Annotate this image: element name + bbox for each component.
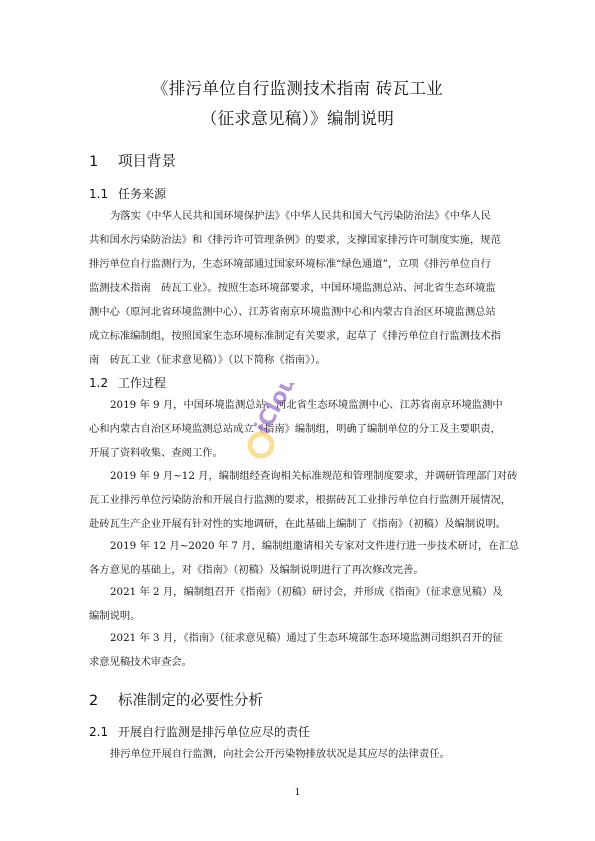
text-line: 测中心（原河北省环境监测中心）、江苏省南京环境监测中心和内蒙古自治区环境监测总站 bbox=[89, 306, 496, 318]
watermark-ring bbox=[250, 434, 272, 456]
text-line: 2021 年 3 月，《指南》（征求意见稿）通过了生态环境部生态环境监测司组织召开的征 bbox=[110, 632, 503, 644]
section-heading-2-1 bbox=[89, 723, 310, 740]
section-title: 工作过程 bbox=[118, 376, 167, 390]
section-number: 2 bbox=[89, 693, 99, 709]
paragraph-work-process-2 bbox=[89, 464, 518, 536]
section-number: 1.1 bbox=[89, 187, 109, 201]
section-title: 开展自行监测是排污单位应尽的责任 bbox=[118, 725, 311, 739]
paragraph-work-process-5 bbox=[89, 626, 513, 674]
section-number: 2.1 bbox=[89, 725, 109, 739]
text-line: 成立标准编制组，按照国家生态环境标准制定有关要求，起草了《排污单位自行监测技术指 bbox=[89, 330, 501, 342]
paragraph-responsibility bbox=[89, 742, 513, 766]
text-line: 监测技术指南 砖瓦工业》。按照生态环境部要求，中国环境监测总站、河北省生态环境监 bbox=[89, 282, 496, 294]
section-title: 标准制定的必要性分析 bbox=[118, 693, 263, 709]
text-line: 赴砖瓦生产企业开展有针对性的实地调研，在此基础上编制了《指南》（初稿）及编制说明。 bbox=[89, 518, 507, 530]
text-line: 2019 年 9 月，中国环境监测总站、河北省生态环境监测中心、江苏省南京环境监测中 bbox=[110, 399, 503, 411]
document-title-line-2: （征求意见稿）》编制说明 bbox=[200, 109, 395, 128]
text-line: 2019 年 9 月~12 月，编制组经查询相关标准规范和管理制度要求，并调研管理部门对砖 bbox=[110, 470, 518, 482]
section-number: 1.2 bbox=[89, 376, 109, 390]
section-title: 任务来源 bbox=[118, 187, 167, 201]
paragraph-work-process-4 bbox=[89, 580, 513, 628]
section-heading-1-2 bbox=[89, 374, 166, 391]
text-line: 南 砖瓦工业（征求意见稿）》（以下简称《指南》）。 bbox=[89, 354, 326, 366]
section-title: 项目背景 bbox=[118, 154, 176, 170]
text-line: 排污单位开展自行监测，向社会公开污染物排放状况是其应尽的法律责任。 bbox=[110, 748, 450, 760]
text-line: 排污单位自行监测行为，生态环境部通过国家环境标准“绿色通道”，立项《排污单位自行 bbox=[89, 258, 491, 270]
text-line: 共和国水污染防治法》和《排污许可管理条例》的要求，支撑国家排污许可制度实施，规范 bbox=[89, 234, 501, 246]
text-line: 2019 年 12 月~2020 年 7 月，编制组邀请相关专家对文件进行进一步技术研讨，在汇总 bbox=[110, 540, 520, 552]
icloud-watermark-logo bbox=[243, 383, 347, 463]
text-line: 开展了资料收集、查阅工作。 bbox=[89, 447, 223, 459]
section-heading-1-1 bbox=[89, 185, 166, 202]
paragraph-work-process-3 bbox=[89, 534, 520, 582]
paragraph-task-source bbox=[89, 204, 513, 372]
watermark-logo-graphic bbox=[243, 383, 347, 463]
text-line: 各方意见的基础上，对《指南》（初稿）及编制说明进行了再次修改完善。 bbox=[89, 564, 424, 576]
document-title-line-1: 《排污单位自行监测技术指南 砖瓦工业 bbox=[151, 79, 444, 98]
watermark-text: iCloud bbox=[250, 383, 309, 438]
text-line: 瓦工业排污单位污染防治和开展自行监测的要求，根据砖瓦工业排污单位自行监测开展情况， bbox=[89, 494, 512, 506]
text-line: 求意见稿技术审查会。 bbox=[89, 656, 192, 668]
section-heading-2 bbox=[89, 689, 263, 710]
section-number: 1 bbox=[89, 154, 99, 170]
text-line: 2021 年 2 月，编制组召开《指南》（初稿）研讨会，并形成《指南》（征求意见稿）及 bbox=[110, 586, 503, 598]
text-line: 心和内蒙古自治区环境监测总站成立《指南》编制组，明确了编制单位的分工及主要职责， bbox=[89, 423, 501, 435]
text-line: 编制说明。 bbox=[89, 610, 141, 622]
text-line: 为落实《中华人民共和国环境保护法》《中华人民共和国大气污染防治法》《中华人民 bbox=[110, 210, 491, 222]
section-heading-1 bbox=[89, 150, 176, 171]
page-number: 1 bbox=[294, 788, 301, 798]
